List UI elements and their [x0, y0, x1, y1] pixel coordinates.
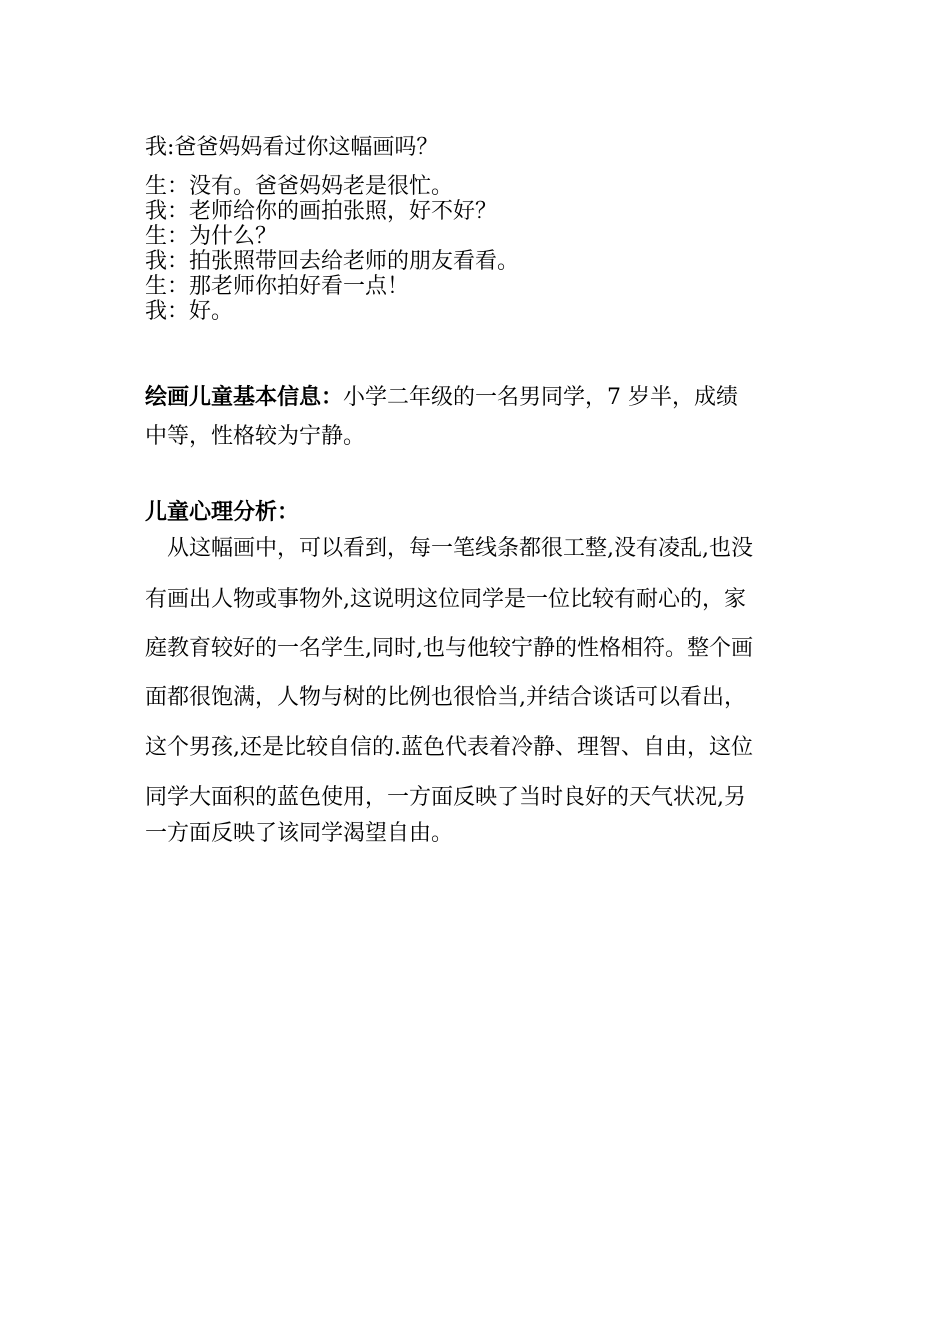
basic-info-heading: 绘画儿童基本信息： [145, 384, 344, 410]
analysis-line: 从这幅画中，可以看到，每一笔线条都很工整,没有凌乱,也没 [167, 536, 753, 561]
analysis-line: 这个男孩,还是比较自信的.蓝色代表着冷静、理智、自由，这位 [145, 735, 753, 760]
analysis-line: 庭教育较好的一名学生,同时,也与他较宁静的性格相符。整个画 [145, 636, 753, 661]
dialogue-line: 我：老师给你的画拍张照，好不好？ [145, 199, 498, 224]
dialogue-line: 生：为什么？ [145, 224, 278, 249]
analysis-line: 面都很饱满，人物与树的比例也很恰当,并结合谈话可以看出， [145, 685, 746, 710]
basic-info-line: 中等，性格较为宁静。 [145, 424, 366, 449]
dialogue-line: 我：拍张照带回去给老师的朋友看看。 [145, 249, 520, 274]
analysis-line: 同学大面积的蓝色使用，一方面反映了当时良好的天气状况,另 [145, 785, 746, 810]
analysis-line: 一方面反映了该同学渴望自由。 [145, 821, 454, 846]
dialogue-line: 生：那老师你拍好看一点！ [145, 274, 410, 299]
analysis-line: 有画出人物或事物外,这说明这位同学是一位比较有耐心的，家 [145, 587, 746, 612]
basic-info-text: 小学二年级的一名男同学，7 岁半，成绩 [343, 385, 739, 410]
dialogue-line: 我：好。 [145, 299, 234, 324]
dialogue-line: 我:爸爸妈妈看过你这幅画吗？ [145, 135, 439, 160]
dialogue-line: 生：没有。爸爸妈妈老是很忙。 [145, 174, 454, 199]
basic-info-line [145, 385, 738, 410]
analysis-heading: 儿童心理分析： [145, 499, 300, 525]
